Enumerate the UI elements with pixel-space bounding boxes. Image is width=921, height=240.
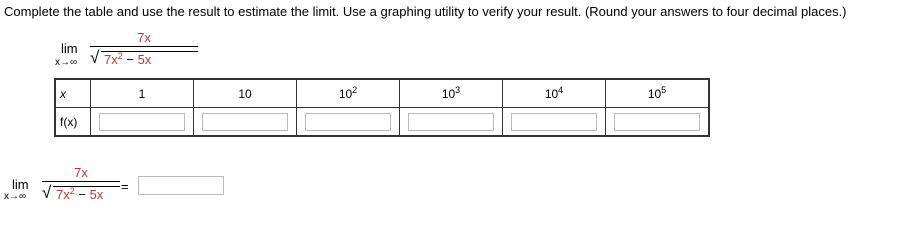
table-row-x	[55, 79, 709, 108]
fx-cell	[297, 108, 400, 137]
x-header-base: 10	[238, 86, 252, 101]
x-header-base: 10	[647, 86, 662, 101]
lim-label: lim	[12, 177, 29, 192]
x-header-cell	[91, 79, 194, 108]
x-header-exp: 3	[455, 84, 461, 95]
fx-input-1[interactable]	[99, 113, 185, 131]
value-table	[54, 78, 710, 137]
x-header-base: 10	[338, 86, 353, 101]
fraction-numerator: 7x	[74, 165, 88, 180]
fx-input-10000[interactable]	[511, 113, 597, 131]
equals-sign: =	[121, 179, 129, 194]
radicand-exponent: 2	[69, 186, 75, 196]
fraction-bar	[90, 46, 198, 47]
fx-cell	[91, 108, 194, 137]
fx-cell	[194, 108, 297, 137]
fraction-numerator: 7x	[137, 30, 151, 45]
radicand-term-b: 5x	[89, 187, 104, 202]
x-header-exp: 2	[352, 84, 358, 95]
limit-expression-bottom	[4, 166, 120, 204]
radicand-exponent: 2	[117, 51, 123, 61]
x-header-base: 10	[441, 86, 456, 101]
fx-input-1000[interactable]	[408, 113, 494, 131]
fraction-bar	[42, 181, 120, 182]
x-header-base: 10	[544, 86, 559, 101]
sqrt-icon: √	[42, 183, 52, 202]
fraction-denominator	[104, 52, 151, 67]
x-label-cell	[55, 79, 91, 108]
limit-fraction	[42, 166, 120, 204]
x-header-exp: 5	[661, 84, 667, 95]
table-row-fx	[55, 108, 709, 137]
x-label: x	[60, 86, 66, 101]
fx-cell	[606, 108, 710, 137]
lim-subscript: x→∞	[55, 57, 78, 68]
x-header-cell	[503, 79, 606, 108]
radicand-term-a: 7x	[104, 52, 118, 67]
x-header-cell	[297, 79, 400, 108]
fx-input-100000[interactable]	[614, 113, 700, 131]
fraction-denominator	[56, 187, 103, 202]
limit-fraction	[90, 32, 198, 70]
x-header-base: 1	[138, 86, 146, 101]
fx-label-cell	[55, 108, 91, 137]
limit-answer-input[interactable]	[138, 176, 224, 195]
fx-input-100[interactable]	[305, 113, 391, 131]
fx-input-10[interactable]	[202, 113, 288, 131]
x-header-exp: 4	[558, 84, 564, 95]
limit-expression-top	[54, 32, 174, 70]
lim-label: lim	[61, 41, 78, 56]
radicand-term-b: 5x	[137, 52, 152, 67]
fx-cell	[400, 108, 503, 137]
x-header-cell	[400, 79, 503, 108]
radicand-term-a: 7x	[56, 187, 70, 202]
lim-subscript: x→∞	[4, 191, 27, 202]
radicand-operator: −	[122, 52, 138, 67]
sqrt-icon: √	[90, 48, 100, 67]
instructions-text: Complete the table and use the result to estimate the limit. Use a graphing utility to verify your result. (Round your answers to four decimal places.)	[4, 4, 847, 19]
fx-label: f(x)	[60, 114, 78, 129]
x-header-cell	[194, 79, 297, 108]
fx-cell	[503, 108, 606, 137]
radicand-operator: −	[74, 187, 90, 202]
x-header-cell	[606, 79, 710, 108]
